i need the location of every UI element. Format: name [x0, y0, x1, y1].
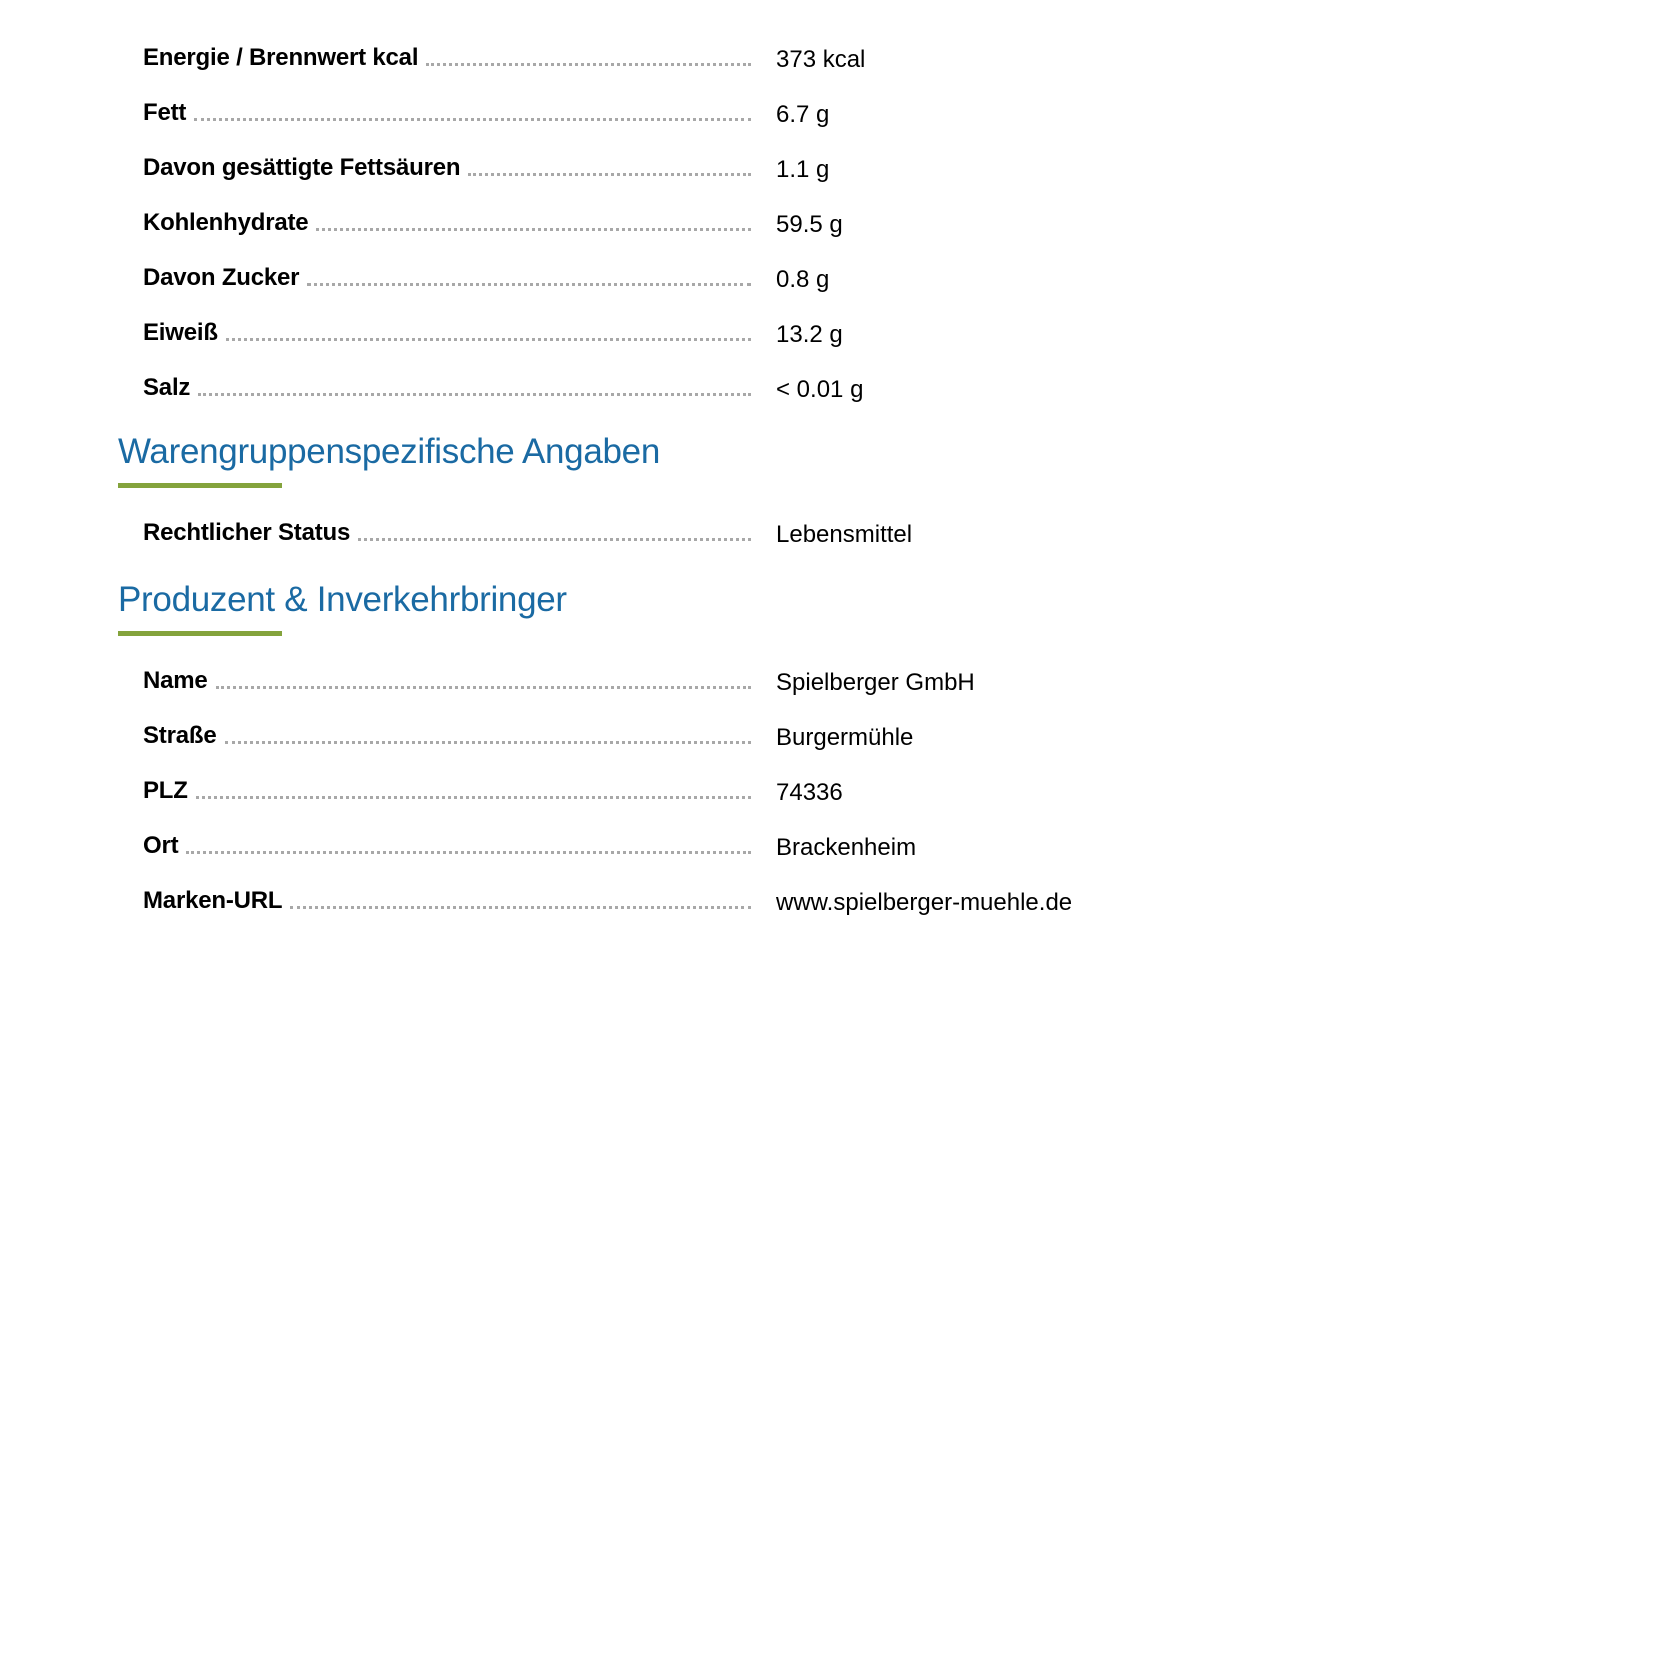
dotted-leader — [186, 851, 751, 854]
section-goods-header — [118, 430, 1318, 488]
producer-table — [143, 641, 1243, 916]
row-value: 74336 — [776, 779, 843, 806]
dotted-leader — [196, 796, 751, 799]
nutrition-row-carbohydrates — [143, 183, 1243, 238]
dotted-leader — [316, 228, 751, 231]
nutrition-table — [143, 18, 1243, 403]
row-label: Davon Zucker — [143, 264, 300, 291]
row-label: Rechtlicher Status — [143, 519, 351, 546]
goods-row-legal-status — [143, 493, 1243, 548]
nutrition-row-protein — [143, 293, 1243, 348]
row-value: 1.1 g — [776, 156, 830, 183]
row-label: Salz — [143, 374, 191, 401]
row-value: Brackenheim — [776, 834, 917, 861]
row-label: Ort — [143, 832, 179, 859]
row-value: Spielberger GmbH — [776, 669, 975, 696]
producer-row-name — [143, 641, 1243, 696]
row-label: Kohlenhydrate — [143, 209, 309, 236]
dotted-leader — [290, 906, 751, 909]
row-value: 6.7 g — [776, 101, 830, 128]
row-value: 373 kcal — [776, 46, 866, 73]
dotted-leader — [198, 393, 751, 396]
section-title: Produzent & Inverkehrbringer — [118, 580, 567, 619]
nutrition-row-sugar — [143, 238, 1243, 293]
row-label: Fett — [143, 99, 187, 126]
section-underline — [118, 483, 282, 488]
nutrition-row-salt — [143, 348, 1243, 403]
row-value: 59.5 g — [776, 211, 843, 238]
row-label: Name — [143, 667, 208, 694]
dotted-leader — [226, 338, 751, 341]
row-label: Eiweiß — [143, 319, 218, 346]
producer-row-brand-url — [143, 861, 1243, 916]
row-value: Lebensmittel — [776, 521, 913, 548]
section-producer-header — [118, 578, 1318, 636]
row-label: PLZ — [143, 777, 188, 804]
row-label: Marken-URL — [143, 887, 283, 914]
nutrition-row-energy — [143, 18, 1243, 73]
dotted-leader — [468, 173, 751, 176]
producer-row-street — [143, 696, 1243, 751]
producer-row-postcode — [143, 751, 1243, 806]
row-value: Burgermühle — [776, 724, 914, 751]
dotted-leader — [426, 63, 751, 66]
section-title: Warengruppenspezifische Angaben — [118, 432, 661, 471]
row-label: Davon gesättigte Fettsäuren — [143, 154, 461, 181]
row-value: < 0.01 g — [776, 376, 864, 403]
dotted-leader — [358, 538, 751, 541]
row-value: 0.8 g — [776, 266, 830, 293]
dotted-leader — [307, 283, 751, 286]
goods-table — [143, 493, 1243, 548]
dotted-leader — [216, 686, 751, 689]
nutrition-row-fat — [143, 73, 1243, 128]
producer-row-city — [143, 806, 1243, 861]
nutrition-row-saturated-fat — [143, 128, 1243, 183]
row-value: www.spielberger-muehle.de — [776, 889, 1073, 916]
section-underline — [118, 631, 282, 636]
row-label: Straße — [143, 722, 217, 749]
dotted-leader — [225, 741, 752, 744]
dotted-leader — [194, 118, 751, 121]
row-value: 13.2 g — [776, 321, 843, 348]
row-label: Energie / Brennwert kcal — [143, 44, 419, 71]
